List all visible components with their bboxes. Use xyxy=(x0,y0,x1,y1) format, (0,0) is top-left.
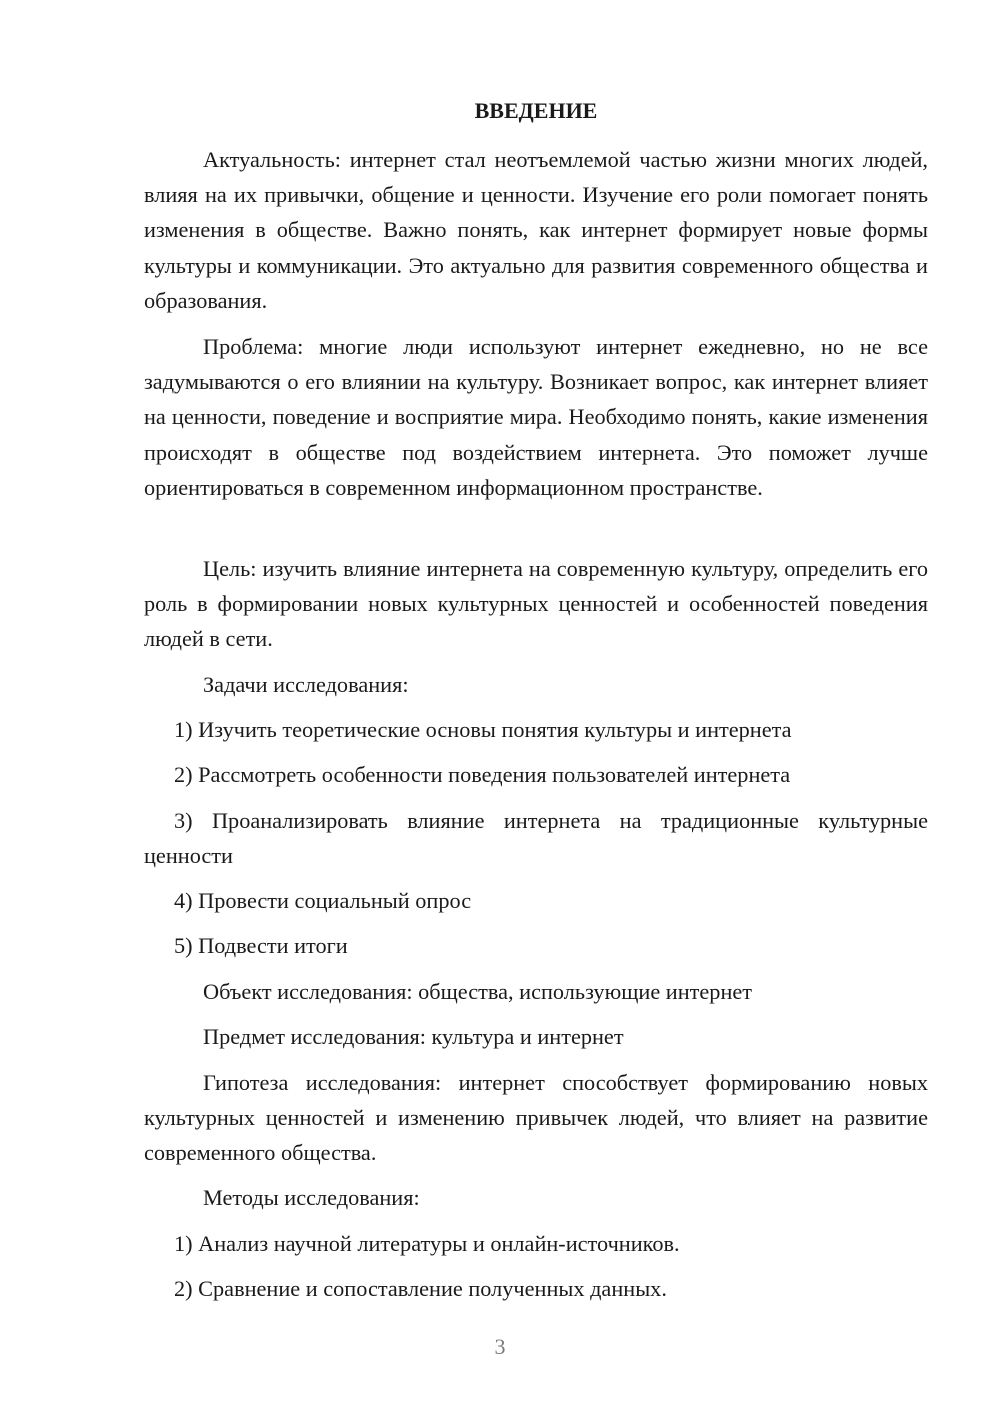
paragraph-methods-heading: Методы исследования: xyxy=(203,1185,420,1210)
paragraph-problem: Проблема: многие люди используют интернет ежедневно, но не все задумываются о его влиянии на культуру. Возникает вопрос, как интернет влияет на ценности, поведение и восприятие мира. Необходимо понять, какие изменения происходят в обществе под воздействием интернета. Это поможет лучше ориентироваться в современном информационном пространстве. xyxy=(144,334,928,500)
paragraph-hypothesis: Гипотеза исследования: интернет способствует формированию новых культурных ценностей и изменению привычек людей, что влияет на развитие современного общества. xyxy=(144,1070,928,1166)
page-number: 3 xyxy=(494,1334,506,1359)
paragraph-subject: Предмет исследования: культура и интернет xyxy=(203,1024,624,1049)
page-title: ВВЕДЕНИЕ xyxy=(474,98,598,123)
list-item-method-2: 2) Сравнение и сопоставление полученных данных. xyxy=(174,1276,667,1301)
list-item-task-5: 5) Подвести итоги xyxy=(174,933,348,958)
list-item-task-4: 4) Провести социальный опрос xyxy=(174,888,472,913)
paragraph-object: Объект исследования: общества, использующие интернет xyxy=(203,979,753,1004)
paragraph-goal: Цель: изучить влияние интернета на современную культуру, определить его роль в формировании новых культурных ценностей и особенностей поведения людей в сети. xyxy=(144,556,928,652)
list-item-task-3: 3) Проанализировать влияние интернета на традиционные культурные ценности xyxy=(144,808,928,869)
paragraph-relevance: Актуальность: интернет стал неотъемлемой частью жизни многих людей, влияя на их привычки, общение и ценности. Изучение его роли помогает понять изменения в обществе. Важно понять, как интернет формирует новые формы культуры и коммуникации. Это актуально для развития современного общества и образования. xyxy=(144,147,928,313)
list-item-task-1: 1) Изучить теоретические основы понятия культуры и интернета xyxy=(174,717,792,742)
list-item-method-1: 1) Анализ научной литературы и онлайн-источников. xyxy=(174,1231,680,1256)
list-item-task-2: 2) Рассмотреть особенности поведения пользователей интернета xyxy=(174,762,791,787)
paragraph-tasks-heading: Задачи исследования: xyxy=(203,672,409,697)
